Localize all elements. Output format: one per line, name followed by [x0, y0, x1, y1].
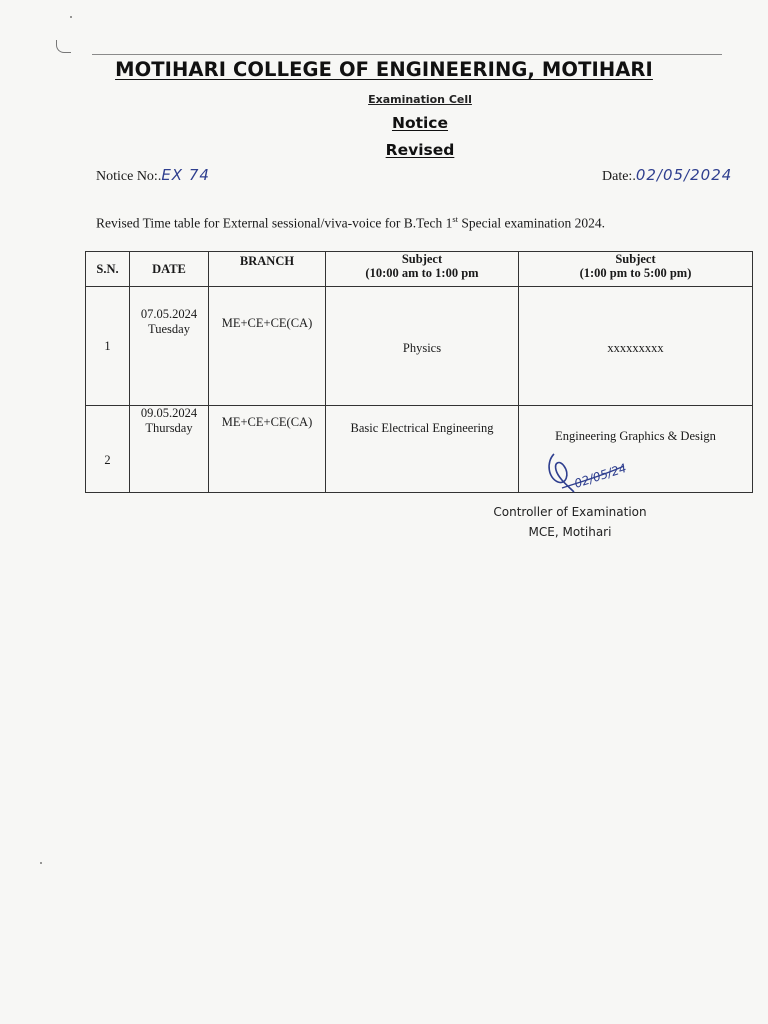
- header-subject-morning: [326, 252, 519, 287]
- intro-text: [96, 214, 605, 232]
- signatory-title: Controller of Examination: [493, 505, 647, 519]
- notice-date: [602, 166, 732, 185]
- notice-number-value: EX 74: [161, 166, 210, 184]
- row-branch: ME+CE+CE(CA): [209, 406, 326, 493]
- row-sn: 2: [86, 406, 130, 493]
- notice-date-label: Date:.: [602, 169, 636, 184]
- intro-after: Special examination 2024.: [458, 215, 605, 231]
- header-subject-morning-time: (10:00 am to 1:00 pm: [365, 266, 479, 280]
- header-sn: S.N.: [86, 252, 130, 287]
- signatory-org: MCE, Motihari: [528, 525, 612, 539]
- revised-title: Revised: [385, 141, 455, 159]
- top-rule: [92, 54, 722, 55]
- row-date-cell: [130, 287, 209, 406]
- table-header-row: [86, 252, 753, 287]
- row-day: Thursday: [145, 421, 193, 435]
- row-sn: 1: [86, 287, 130, 406]
- examination-cell: Examination Cell: [368, 93, 472, 106]
- row-date-cell: [130, 406, 209, 493]
- header-date: DATE: [130, 252, 209, 287]
- row-subject-morning: Physics: [326, 287, 519, 406]
- notice-date-value: 02/05/2024: [635, 166, 733, 184]
- header-subject-morning-title: Subject: [401, 252, 443, 266]
- notice-number-label: Notice No:.: [96, 169, 162, 184]
- table-row: [86, 406, 753, 493]
- scan-corner-mark: [56, 40, 71, 53]
- row-day: Tuesday: [148, 322, 190, 336]
- header-branch: BRANCH: [209, 252, 326, 287]
- college-name: MOTIHARI COLLEGE OF ENGINEERING, MOTIHARI: [115, 58, 653, 81]
- signature-date: 02/05/24: [572, 460, 629, 491]
- notice-number: [96, 166, 210, 185]
- signature-stroke: [549, 454, 574, 492]
- signature-mark: [540, 448, 650, 504]
- row-subject-morning: Basic Electrical Engineering: [326, 406, 519, 493]
- header-subject-afternoon: [519, 252, 753, 287]
- scan-speck: [40, 862, 42, 864]
- row-subject-afternoon: Engineering Graphics & Design: [519, 406, 753, 493]
- timetable: [85, 251, 753, 493]
- table-row: [86, 287, 753, 406]
- intro-before: Revised Time table for External sessional/viva-voice for B.Tech 1: [96, 215, 453, 231]
- header-subject-afternoon-title: Subject: [615, 252, 656, 266]
- row-date: 09.05.2024: [140, 406, 198, 420]
- intro-sup: st: [452, 214, 459, 224]
- row-subject-afternoon: xxxxxxxxx: [519, 287, 753, 406]
- header-subject-afternoon-time: (1:00 pm to 5:00 pm): [579, 266, 692, 280]
- notice-title: Notice: [391, 114, 449, 132]
- row-date: 07.05.2024: [140, 307, 198, 321]
- row-branch: ME+CE+CE(CA): [209, 287, 326, 406]
- scan-speck: [70, 16, 72, 18]
- signatory-block: [470, 502, 670, 542]
